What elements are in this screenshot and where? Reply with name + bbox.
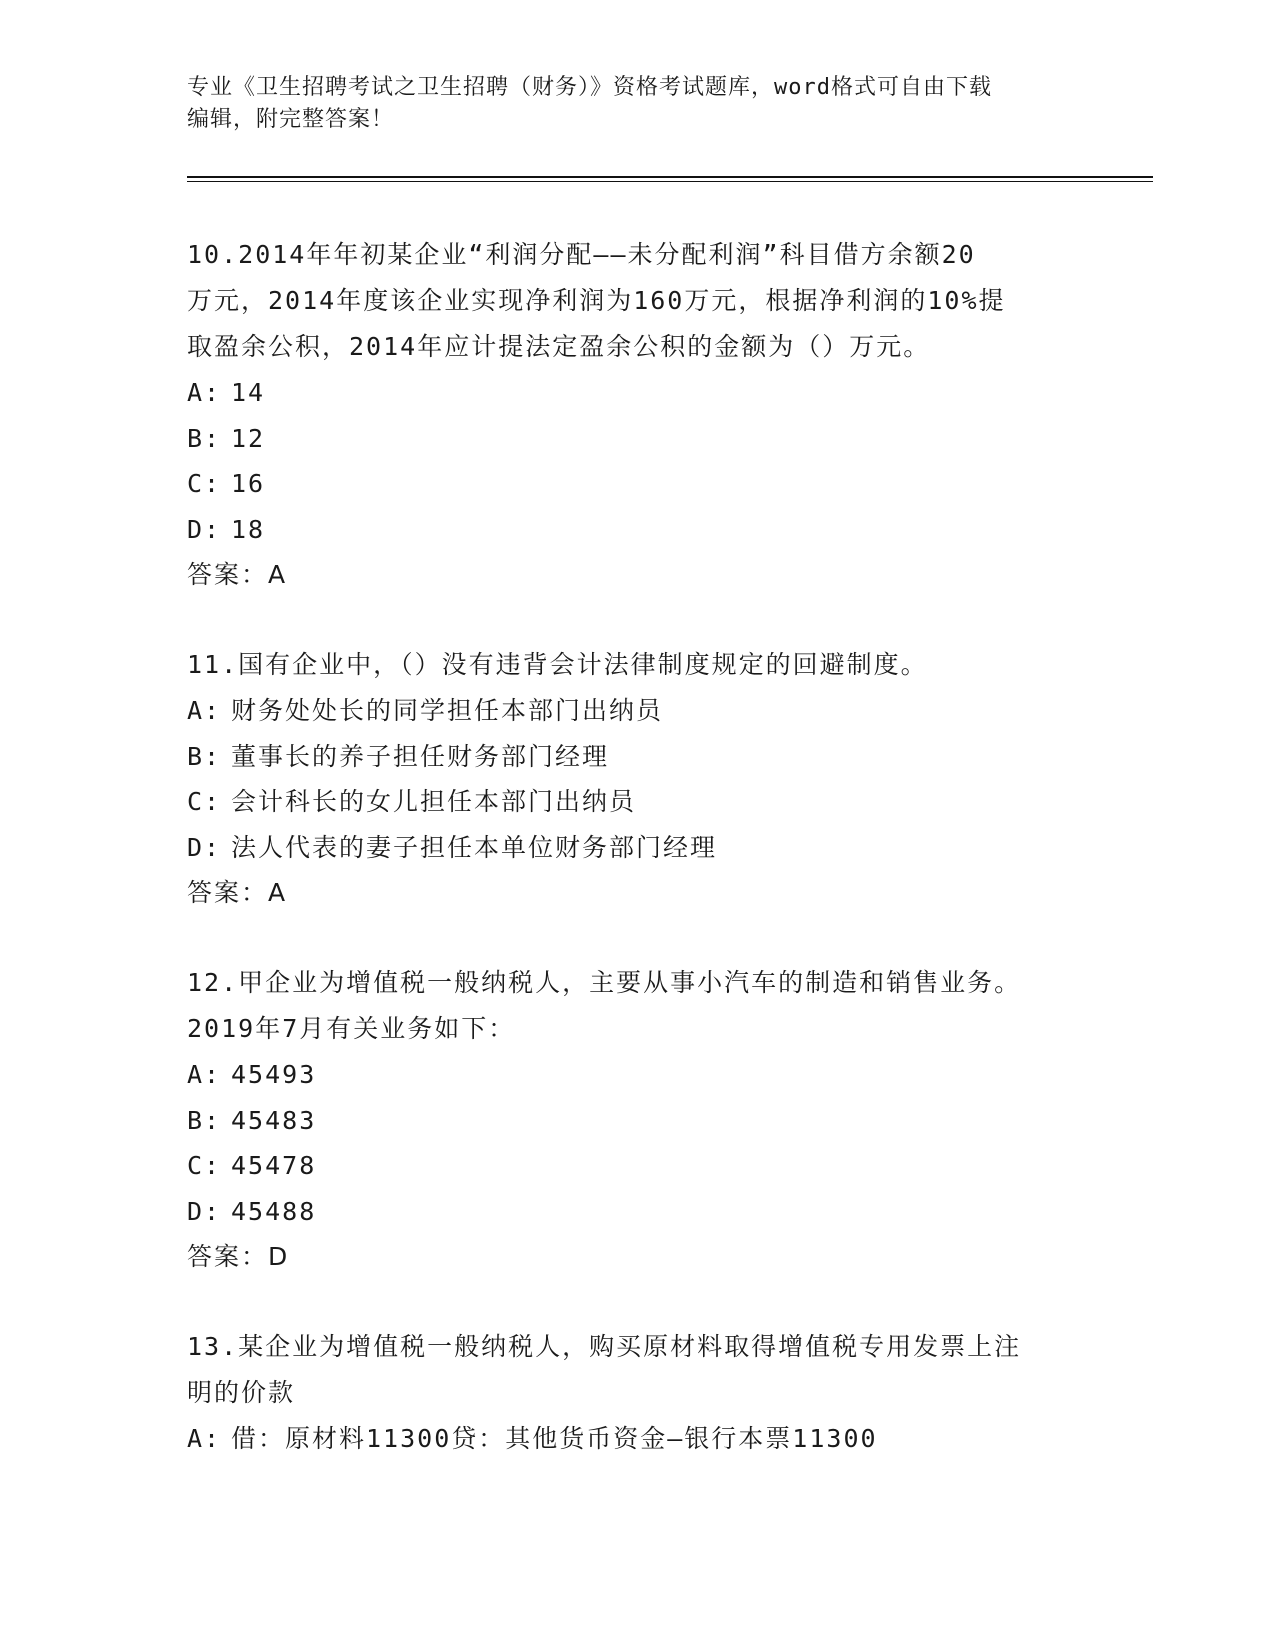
option-letter: A: bbox=[187, 378, 222, 407]
question-stem-line: 取盈余公积，2014年应计提法定盈余公积的金额为（）万元。 bbox=[187, 332, 931, 361]
question-list bbox=[187, 232, 1087, 1462]
option-letter: B: bbox=[187, 741, 222, 771]
question-13 bbox=[187, 1324, 1087, 1462]
option-letter: D: bbox=[187, 514, 222, 544]
option-text: 董事长的养子担任财务部门经理 bbox=[231, 741, 610, 771]
option-text: 18 bbox=[231, 514, 266, 544]
option-letter: B: bbox=[187, 423, 222, 453]
question-stem-line: 13.某企业为增值税一般纳税人，购买原材料取得增值税专用发票上注 bbox=[187, 1332, 1022, 1361]
option-d bbox=[187, 507, 1087, 553]
option-letter: D: bbox=[187, 1196, 222, 1226]
option-c bbox=[187, 779, 1087, 825]
option-text: 45493 bbox=[231, 1060, 317, 1089]
question-stem-line: 10.2014年年初某企业“利润分配——未分配利润”科目借方余额20 bbox=[187, 240, 976, 269]
answer-line: 答案：A bbox=[187, 878, 288, 907]
answer-line: 答案：A bbox=[187, 560, 288, 589]
option-text: 16 bbox=[231, 469, 266, 498]
option-letter: A: bbox=[187, 696, 222, 725]
option-letter: A: bbox=[187, 1424, 222, 1453]
option-a bbox=[187, 370, 1087, 416]
option-letter: A: bbox=[187, 1060, 222, 1089]
option-text: 45483 bbox=[231, 1105, 317, 1135]
option-letter: B: bbox=[187, 1105, 222, 1135]
question-stem-line: 12.甲企业为增值税一般纳税人，主要从事小汽车的制造和销售业务。 bbox=[187, 968, 1022, 997]
header-line-2: 编辑，附完整答案！ bbox=[187, 107, 395, 132]
question-stem-line: 11.国有企业中，（）没有违背会计法律制度规定的回避制度。 bbox=[187, 650, 928, 679]
option-d bbox=[187, 825, 1087, 871]
option-letter: D: bbox=[187, 832, 222, 862]
document-header bbox=[187, 72, 1087, 136]
option-letter: C: bbox=[187, 1151, 222, 1180]
question-10 bbox=[187, 232, 1087, 598]
option-b bbox=[187, 734, 1087, 780]
option-b bbox=[187, 416, 1087, 462]
question-12 bbox=[187, 960, 1087, 1280]
option-text: 45478 bbox=[231, 1151, 317, 1180]
option-c bbox=[187, 1143, 1087, 1189]
header-divider-thick bbox=[187, 176, 1153, 178]
option-text: 借：原材料11300贷：其他货币资金—银行本票11300 bbox=[231, 1424, 878, 1453]
option-d bbox=[187, 1189, 1087, 1235]
question-spacer bbox=[187, 598, 1087, 642]
question-stem-line: 万元，2014年度该企业实现净利润为160万元，根据净利润的10%提 bbox=[187, 286, 1006, 315]
option-a bbox=[187, 688, 1087, 734]
option-letter: C: bbox=[187, 469, 222, 498]
option-c bbox=[187, 461, 1087, 507]
question-spacer bbox=[187, 1280, 1087, 1324]
option-letter: C: bbox=[187, 787, 222, 816]
option-text: 会计科长的女儿担任本部门出纳员 bbox=[231, 787, 637, 816]
option-a bbox=[187, 1416, 1087, 1462]
question-stem-line: 2019年7月有关业务如下： bbox=[187, 1014, 516, 1043]
option-a bbox=[187, 1052, 1087, 1098]
option-text: 45488 bbox=[231, 1196, 317, 1226]
option-text: 12 bbox=[231, 423, 266, 453]
option-text: 法人代表的妻子担任本单位财务部门经理 bbox=[231, 832, 718, 862]
question-spacer bbox=[187, 916, 1087, 960]
header-line-1: 专业《卫生招聘考试之卫生招聘（财务）》资格考试题库，word格式可自由下载 bbox=[187, 75, 992, 100]
question-stem-line: 明的价款 bbox=[187, 1378, 296, 1407]
header-divider-thin bbox=[187, 181, 1153, 182]
question-11 bbox=[187, 642, 1087, 916]
answer-line: 答案：D bbox=[187, 1242, 290, 1271]
option-b bbox=[187, 1098, 1087, 1144]
option-text: 14 bbox=[231, 378, 266, 407]
option-text: 财务处处长的同学担任本部门出纳员 bbox=[231, 696, 664, 725]
